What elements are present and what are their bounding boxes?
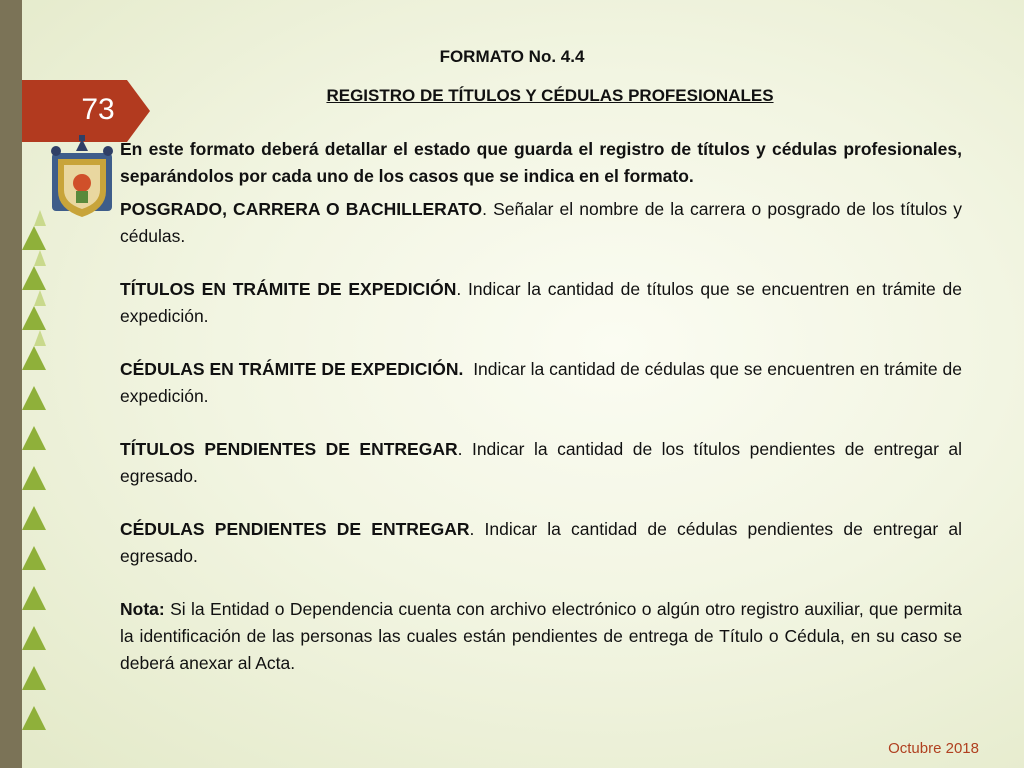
item-term: TÍTULOS EN TRÁMITE DE EXPEDICIÓN [120, 279, 457, 299]
slide-body [120, 136, 967, 677]
item-paragraph [120, 516, 962, 570]
page-number: 73 [81, 93, 115, 126]
item-term: CÉDULAS PENDIENTES DE ENTREGAR [120, 519, 470, 539]
note-term: Nota: [120, 599, 165, 619]
intro-paragraph: En este formato deberá detallar el estado que guarda el registro de títulos y cédulas profesionales, separándolos por cada uno de los casos que se indica en el formato. [120, 139, 962, 186]
item-paragraph [120, 356, 967, 410]
slide-title: FORMATO No. 4.4 [439, 47, 585, 66]
item-text: . Indicar la cantidad de los títulos pendientes de entregar al egresado. [120, 439, 962, 486]
note-text: Si la Entidad o Dependencia cuenta con archivo electrónico o algún otro registro auxiliar, que permita la identificación de las personas las cuales están pendientes de entrega de Título o Cédula, en su caso se deberá anexar al Acta. [120, 599, 962, 673]
item-paragraph [120, 436, 962, 490]
item-text: . Señalar el nombre de la carrera o posgrado de los títulos y cédulas. [120, 199, 962, 246]
item-term: POSGRADO, CARRERA O BACHILLERATO [120, 199, 483, 219]
footer-date: Octubre 2018 [888, 740, 979, 757]
item-paragraph [120, 276, 962, 330]
item-text: . Indicar la cantidad de títulos que se encuentren en trámite de expedición. [120, 279, 962, 326]
item-text: . Indicar la cantidad de cédulas pendientes de entregar al egresado. [120, 519, 963, 566]
item-text: Indicar la cantidad de cédulas que se encuentren en trámite de expedición. [120, 359, 967, 406]
item-term: CÉDULAS EN TRÁMITE DE EXPEDICIÓN. [120, 359, 464, 379]
university-crest-icon [46, 135, 118, 225]
slide-subtitle: REGISTRO DE TÍTULOS Y CÉDULAS PROFESIONALES [326, 86, 774, 105]
item-term: TÍTULOS PENDIENTES DE ENTREGAR [120, 439, 458, 459]
item-paragraph [120, 196, 962, 250]
note-paragraph [120, 596, 962, 677]
